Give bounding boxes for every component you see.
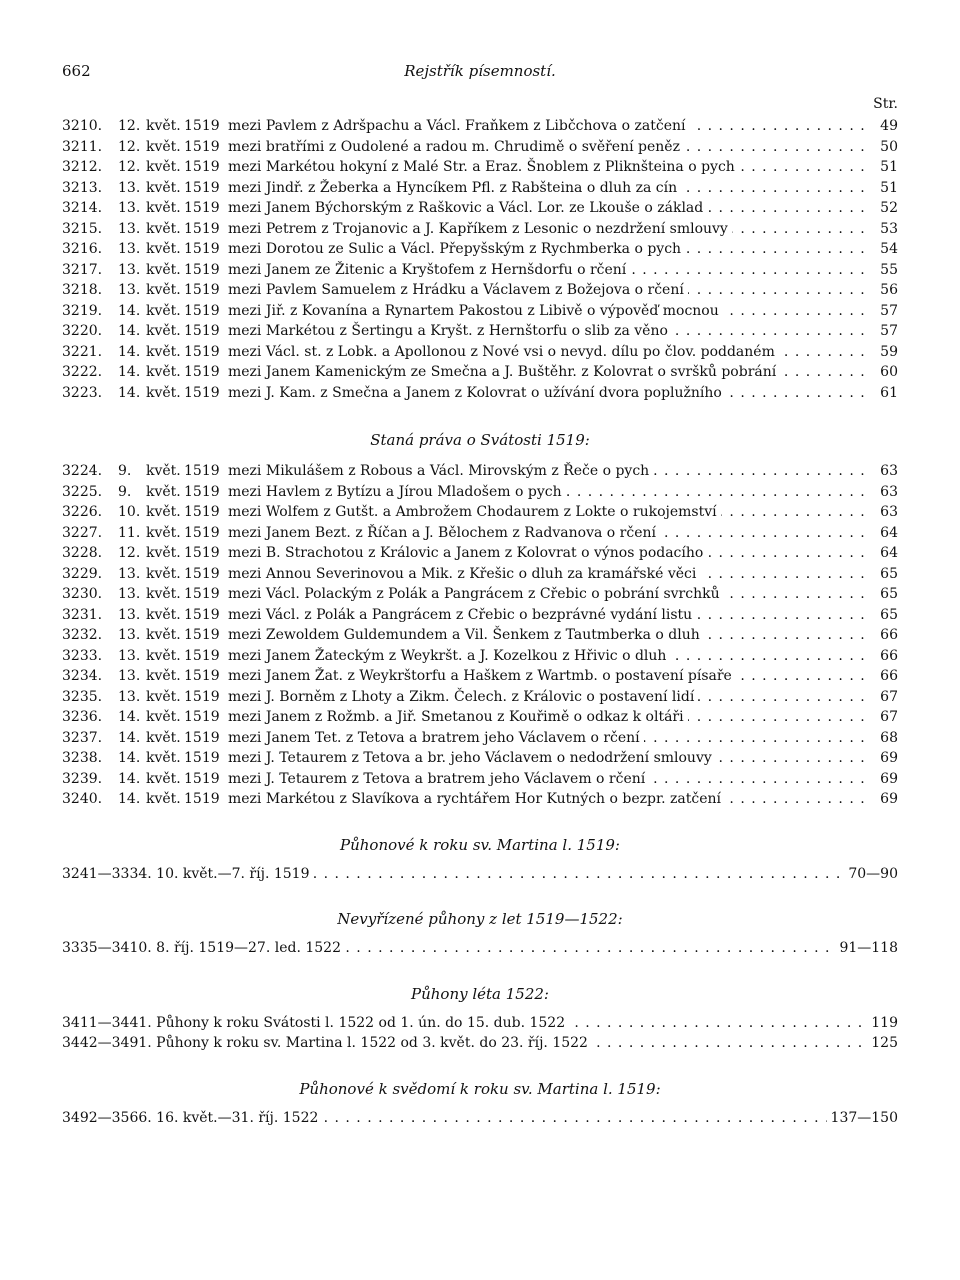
entry-month: květ. bbox=[146, 384, 181, 401]
entry-year: 1519 bbox=[184, 220, 220, 237]
entry-year: 1519 bbox=[184, 159, 220, 175]
entry-day: 13. bbox=[118, 220, 141, 237]
entry-list-2 bbox=[62, 461, 898, 810]
entry-text: mezi Janem z Rožmb. a Jiř. Smetanou z Kouřimě o odkaz k oltáři bbox=[228, 709, 688, 725]
entry-day: 9. bbox=[118, 463, 132, 479]
entry-number: 3220. bbox=[62, 323, 103, 339]
entry-year: 1519 bbox=[184, 483, 220, 500]
entry-number: 3215. bbox=[62, 220, 103, 237]
entry-page: 50 bbox=[880, 138, 898, 155]
index-entry bbox=[62, 523, 898, 544]
range-row bbox=[62, 1108, 898, 1129]
entry-page: 66 bbox=[880, 668, 898, 684]
entry-page: 61 bbox=[880, 384, 898, 401]
entry-text: mezi Wolfem z Gutšt. a Ambrožem Chodaurem z Lokte o rukojemství bbox=[228, 504, 721, 520]
entry-text: mezi Annou Severinovou a Mik. z Křešic o dluh za kramářské věci bbox=[228, 566, 700, 582]
index-entry bbox=[62, 383, 898, 404]
entry-number: 3221. bbox=[62, 343, 103, 360]
index-entry bbox=[62, 342, 898, 363]
entry-page: 51 bbox=[880, 179, 898, 196]
entry-page: 67 bbox=[880, 688, 898, 705]
entry-text: mezi Jiř. z Kovanína a Rynartem Pakostou z Libivě o výpověď mocnou bbox=[228, 303, 723, 319]
entry-day: 12. bbox=[118, 545, 141, 561]
index-entry bbox=[62, 137, 898, 158]
entry-text: mezi Pavlem z Adršpachu a Václ. Fraňkem z Libčchova o zatčení bbox=[228, 118, 690, 134]
entry-year: 1519 bbox=[184, 343, 220, 360]
entry-month: květ. bbox=[146, 200, 181, 216]
entry-day: 14. bbox=[118, 770, 141, 787]
entry-month: květ. bbox=[146, 483, 181, 500]
entry-text: mezi J. Kam. z Smečna a Janem z Kolovrat o užívání dvora poplužního bbox=[228, 385, 726, 401]
entry-page: 67 bbox=[880, 709, 898, 725]
index-entry bbox=[62, 178, 898, 199]
entry-text: mezi B. Strachotou z Královic a Janem z Kolovrat o výnos podacího bbox=[228, 545, 707, 561]
index-entry bbox=[62, 280, 898, 301]
entry-number: 3223. bbox=[62, 384, 103, 401]
entry-day: 13. bbox=[118, 261, 141, 278]
range-pages: 119 bbox=[867, 1013, 898, 1034]
range-pages: 91—118 bbox=[835, 938, 898, 959]
entry-month: květ. bbox=[146, 586, 181, 602]
entry-text: mezi Václ. st. z Lobk. a Apollonou z Nové vsi o nevyd. dílu po člov. poddaném bbox=[228, 344, 779, 360]
range-text: 3241—3334. 10. květ.—7. říj. 1519 bbox=[62, 866, 313, 882]
entry-page: 65 bbox=[880, 586, 898, 602]
entry-number: 3240. bbox=[62, 791, 103, 807]
entry-page: 69 bbox=[880, 770, 898, 787]
entry-month: květ. bbox=[146, 323, 181, 339]
entry-day: 12. bbox=[118, 138, 141, 155]
entry-day: 13. bbox=[118, 668, 141, 684]
range-pages: 70—90 bbox=[844, 864, 898, 885]
entry-month: květ. bbox=[146, 627, 181, 643]
entry-month: květ. bbox=[146, 606, 181, 623]
index-entry bbox=[62, 584, 898, 605]
entry-day: 13. bbox=[118, 586, 141, 602]
entry-day: 11. bbox=[118, 524, 141, 541]
entry-page: 63 bbox=[880, 483, 898, 500]
entry-text: mezi Janem Žat. z Weykrštorfu a Haškem z Wartmb. o postavení písaře bbox=[228, 668, 736, 684]
range-row bbox=[62, 938, 898, 959]
entry-text: mezi J. Borněm z Lhoty a Zikm. Čelech. z Královic o postavení lidí bbox=[228, 689, 698, 705]
entry-year: 1519 bbox=[184, 668, 220, 684]
entry-year: 1519 bbox=[184, 138, 220, 155]
entry-list-1 bbox=[62, 116, 898, 403]
entry-day: 9. bbox=[118, 483, 132, 500]
index-entry bbox=[62, 198, 898, 219]
entry-page: 63 bbox=[880, 504, 898, 520]
entry-number: 3222. bbox=[62, 364, 103, 380]
entry-year: 1519 bbox=[184, 384, 220, 401]
entry-year: 1519 bbox=[184, 750, 220, 766]
entry-year: 1519 bbox=[184, 463, 220, 479]
range-row bbox=[62, 864, 898, 885]
index-entry bbox=[62, 543, 898, 564]
entry-month: květ. bbox=[146, 364, 181, 380]
entry-number: 3235. bbox=[62, 688, 103, 705]
entry-month: květ. bbox=[146, 565, 181, 582]
index-entry bbox=[62, 157, 898, 178]
index-entry bbox=[62, 502, 898, 523]
entry-day: 14. bbox=[118, 729, 141, 746]
entry-number: 3211. bbox=[62, 138, 103, 155]
range-text: 3442—3491. Půhony k roku sv. Martina l. 1522 od 3. květ. do 23. říj. 1522 bbox=[62, 1035, 592, 1051]
entry-page: 57 bbox=[880, 323, 898, 339]
entry-year: 1519 bbox=[184, 606, 220, 623]
entry-page: 63 bbox=[880, 463, 898, 479]
entry-text: mezi bratřími z Oudolené a radou m. Chrudimě o svěření peněz bbox=[228, 139, 684, 155]
index-entry bbox=[62, 646, 898, 667]
section-title-nevyrizene: Nevyřízené půhony z let 1519—1522: bbox=[337, 910, 623, 928]
range-text: 3335—3410. 8. říj. 1519—27. led. 1522 bbox=[62, 940, 345, 956]
range-text: 3411—3441. Půhony k roku Svátosti l. 1522 od 1. ún. do 15. dub. 1522 bbox=[62, 1015, 569, 1031]
entry-number: 3234. bbox=[62, 668, 103, 684]
entry-month: květ. bbox=[146, 138, 181, 155]
index-entry bbox=[62, 564, 898, 585]
entry-number: 3239. bbox=[62, 770, 103, 787]
entry-day: 13. bbox=[118, 647, 141, 664]
index-entry bbox=[62, 260, 898, 281]
entry-year: 1519 bbox=[184, 565, 220, 582]
index-entry bbox=[62, 707, 898, 728]
entry-text: mezi J. Tetaurem z Tetova a bratrem jeho Václavem o rčení bbox=[228, 771, 649, 787]
entry-number: 3233. bbox=[62, 647, 103, 664]
entry-day: 14. bbox=[118, 750, 141, 766]
entry-day: 13. bbox=[118, 241, 141, 257]
entry-number: 3231. bbox=[62, 606, 103, 623]
entry-number: 3236. bbox=[62, 709, 103, 725]
entry-text: mezi Markétou z Šertingu a Kryšt. z Hernštorfu o slib za věno bbox=[228, 323, 672, 339]
entry-day: 14. bbox=[118, 343, 141, 360]
entry-number: 3230. bbox=[62, 586, 103, 602]
entry-month: květ. bbox=[146, 524, 181, 541]
entry-text: mezi Markétou hokyní z Malé Str. a Eraz. Šnoblem z Pliknšteina o pych bbox=[228, 159, 739, 175]
entry-text: mezi Havlem z Bytízu a Jírou Mladošem o pych bbox=[228, 484, 566, 500]
entry-month: květ. bbox=[146, 770, 181, 787]
index-entry bbox=[62, 789, 898, 810]
entry-number: 3217. bbox=[62, 261, 103, 278]
entry-number: 3228. bbox=[62, 545, 103, 561]
index-entry bbox=[62, 748, 898, 769]
index-entry bbox=[62, 666, 898, 687]
index-entry bbox=[62, 482, 898, 503]
entry-day: 14. bbox=[118, 709, 141, 725]
entry-year: 1519 bbox=[184, 261, 220, 278]
entry-month: květ. bbox=[146, 179, 181, 196]
entry-day: 13. bbox=[118, 200, 141, 216]
entry-month: květ. bbox=[146, 709, 181, 725]
entry-number: 3218. bbox=[62, 282, 103, 298]
entry-year: 1519 bbox=[184, 729, 220, 746]
entry-year: 1519 bbox=[184, 770, 220, 787]
entry-number: 3232. bbox=[62, 627, 103, 643]
entry-number: 3238. bbox=[62, 750, 103, 766]
entry-number: 3229. bbox=[62, 565, 103, 582]
entry-text: mezi Janem Býchorským z Raškovic a Václ. Lor. ze Lkouše o základ bbox=[228, 200, 707, 216]
entry-year: 1519 bbox=[184, 791, 220, 807]
entry-text: mezi Janem Kamenickým ze Smečna a J. Buštěhr. z Kolovrat o svršků pobrání bbox=[228, 364, 780, 380]
entry-number: 3237. bbox=[62, 729, 103, 746]
entry-month: květ. bbox=[146, 545, 181, 561]
entry-year: 1519 bbox=[184, 323, 220, 339]
entry-month: květ. bbox=[146, 302, 181, 319]
entry-month: květ. bbox=[146, 791, 181, 807]
range-pages: 125 bbox=[867, 1033, 898, 1054]
range-pages: 137—150 bbox=[827, 1108, 898, 1129]
entry-month: květ. bbox=[146, 343, 181, 360]
entry-page: 68 bbox=[880, 729, 898, 746]
index-entry bbox=[62, 728, 898, 749]
entry-month: květ. bbox=[146, 647, 181, 664]
entry-page: 64 bbox=[880, 524, 898, 541]
entry-number: 3212. bbox=[62, 159, 103, 175]
entry-page: 65 bbox=[880, 565, 898, 582]
index-entry bbox=[62, 321, 898, 342]
entry-day: 13. bbox=[118, 688, 141, 705]
entry-number: 3214. bbox=[62, 200, 103, 216]
entry-day: 13. bbox=[118, 627, 141, 643]
entry-text: mezi Jindř. z Žeberka a Hyncíkem Pfl. z Rabšteina o dluh za cín bbox=[228, 180, 681, 196]
entry-page: 64 bbox=[880, 545, 898, 561]
entry-text: mezi Václ. z Polák a Pangrácem z Cřebic o bezprávné vydání listu bbox=[228, 607, 696, 623]
entry-text: mezi Mikulášem z Robous a Václ. Mirovským z Řeče o pych bbox=[228, 463, 653, 479]
entry-year: 1519 bbox=[184, 627, 220, 643]
entry-month: květ. bbox=[146, 729, 181, 746]
entry-day: 13. bbox=[118, 565, 141, 582]
index-entry bbox=[62, 605, 898, 626]
entry-page: 59 bbox=[880, 343, 898, 360]
entry-month: květ. bbox=[146, 241, 181, 257]
entry-day: 13. bbox=[118, 282, 141, 298]
entry-month: květ. bbox=[146, 159, 181, 175]
entry-year: 1519 bbox=[184, 364, 220, 380]
index-entry bbox=[62, 116, 898, 137]
section-title-martin-1519: Půhonové k roku sv. Martina l. 1519: bbox=[340, 835, 620, 854]
entry-month: květ. bbox=[146, 261, 181, 278]
entry-day: 14. bbox=[118, 791, 141, 807]
entry-month: květ. bbox=[146, 282, 181, 298]
entry-month: květ. bbox=[146, 688, 181, 705]
entry-day: 14. bbox=[118, 323, 141, 339]
entry-day: 10. bbox=[118, 504, 141, 520]
entry-year: 1519 bbox=[184, 586, 220, 602]
entry-text: mezi Janem ze Žitenic a Kryštofem z Hernšdorfu o rčení bbox=[228, 262, 630, 278]
page-column-label: Str. bbox=[873, 96, 898, 112]
index-entry bbox=[62, 362, 898, 383]
entry-day: 12. bbox=[118, 118, 141, 134]
page-number: 662 bbox=[62, 62, 91, 80]
entry-page: 52 bbox=[880, 200, 898, 216]
entry-number: 3224. bbox=[62, 463, 103, 479]
entry-page: 53 bbox=[880, 220, 898, 237]
entry-page: 66 bbox=[880, 647, 898, 664]
entry-day: 14. bbox=[118, 364, 141, 380]
entry-page: 65 bbox=[880, 606, 898, 623]
index-entry bbox=[62, 769, 898, 790]
entry-text: mezi Pavlem Samuelem z Hrádku a Václavem z Božejova o rčení bbox=[228, 282, 688, 298]
entry-page: 69 bbox=[880, 750, 898, 766]
entry-month: květ. bbox=[146, 463, 181, 479]
entry-year: 1519 bbox=[184, 688, 220, 705]
entry-month: květ. bbox=[146, 750, 181, 766]
index-entry bbox=[62, 461, 898, 482]
entry-year: 1519 bbox=[184, 241, 220, 257]
entry-number: 3213. bbox=[62, 179, 103, 196]
entry-year: 1519 bbox=[184, 709, 220, 725]
entry-day: 14. bbox=[118, 384, 141, 401]
entry-text: mezi Janem Bezt. z Říčan a J. Bělochem z Radvanova o rčení bbox=[228, 525, 660, 541]
index-entry bbox=[62, 219, 898, 240]
entry-number: 3225. bbox=[62, 483, 103, 500]
range-row bbox=[62, 1033, 898, 1054]
entry-year: 1519 bbox=[184, 282, 220, 298]
index-entry bbox=[62, 625, 898, 646]
entry-page: 51 bbox=[880, 159, 898, 175]
entry-text: mezi Markétou z Slavíkova a rychtářem Hor Kutných o bezpr. zatčení bbox=[228, 791, 725, 807]
entry-number: 3219. bbox=[62, 302, 103, 319]
entry-text: mezi Václ. Polackým z Polák a Pangrácem z Cřebic o pobrání svrchků bbox=[228, 586, 724, 602]
entry-number: 3210. bbox=[62, 118, 103, 134]
entry-year: 1519 bbox=[184, 200, 220, 216]
entry-month: květ. bbox=[146, 504, 181, 520]
section-title-svatost: Staná práva o Svátosti 1519: bbox=[370, 431, 590, 449]
range-text: 3492—3566. 16. květ.—31. říj. 1522 bbox=[62, 1110, 322, 1126]
entry-text: mezi Petrem z Trojanovic a J. Kapříkem z Lesonic o nezdržení smlouvy bbox=[228, 221, 732, 237]
entry-page: 54 bbox=[880, 241, 898, 257]
page-header bbox=[62, 62, 898, 90]
section-title-1522: Půhony léta 1522: bbox=[411, 984, 549, 1003]
entry-year: 1519 bbox=[184, 504, 220, 520]
section-title-svedomi: Půhonové k svědomí k roku sv. Martina l. 1519: bbox=[299, 1079, 661, 1098]
entry-year: 1519 bbox=[184, 545, 220, 561]
entry-text: mezi J. Tetaurem z Tetova a br. jeho Václavem o nedodržení smlouvy bbox=[228, 750, 716, 766]
entry-page: 49 bbox=[880, 118, 898, 134]
entry-page: 56 bbox=[880, 282, 898, 298]
entry-page: 55 bbox=[880, 261, 898, 278]
entry-year: 1519 bbox=[184, 524, 220, 541]
entry-year: 1519 bbox=[184, 302, 220, 319]
entry-month: květ. bbox=[146, 220, 181, 237]
index-entry bbox=[62, 239, 898, 260]
entry-page: 57 bbox=[880, 302, 898, 319]
entry-day: 13. bbox=[118, 179, 141, 196]
entry-month: květ. bbox=[146, 668, 181, 684]
entry-number: 3226. bbox=[62, 504, 103, 520]
entry-text: mezi Zewoldem Guldemundem a Vil. Šenkem z Tautmberka o dluh bbox=[228, 627, 704, 643]
entry-day: 12. bbox=[118, 159, 141, 175]
entry-month: květ. bbox=[146, 118, 181, 134]
entry-number: 3216. bbox=[62, 241, 103, 257]
entry-day: 14. bbox=[118, 302, 141, 319]
entry-day: 13. bbox=[118, 606, 141, 623]
index-entry bbox=[62, 301, 898, 322]
entry-text: mezi Janem Žateckým z Weykršt. a J. Kozelkou z Hřivic o dluh bbox=[228, 648, 670, 664]
running-title: Rejstřík písemností. bbox=[404, 62, 556, 80]
entry-text: mezi Janem Tet. z Tetova a bratrem jeho Václavem o rčení bbox=[228, 730, 644, 746]
entry-year: 1519 bbox=[184, 179, 220, 196]
entry-year: 1519 bbox=[184, 647, 220, 664]
entry-page: 66 bbox=[880, 627, 898, 643]
entry-text: mezi Dorotou ze Sulic a Václ. Přepyšským z Rychmberka o pych bbox=[228, 241, 685, 257]
entry-page: 60 bbox=[880, 364, 898, 380]
index-entry bbox=[62, 687, 898, 708]
index-page bbox=[62, 62, 898, 1128]
entry-number: 3227. bbox=[62, 524, 103, 541]
entry-page: 69 bbox=[880, 791, 898, 807]
entry-year: 1519 bbox=[184, 118, 220, 134]
range-row bbox=[62, 1013, 898, 1034]
